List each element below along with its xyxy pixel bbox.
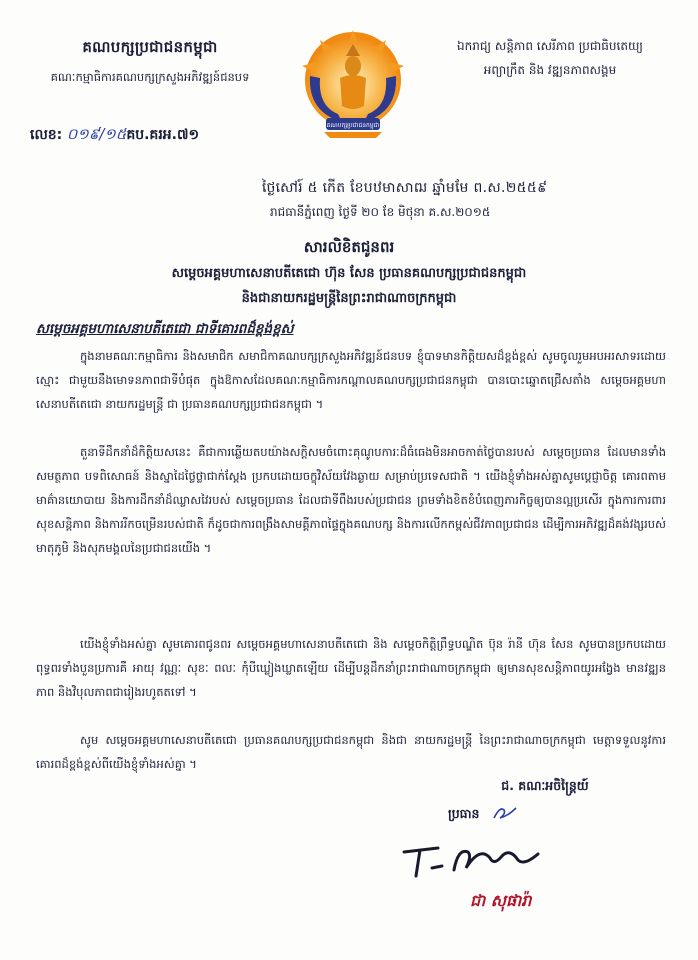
body-paragraph-3: យើងខ្ញុំទាំងអស់គ្នា សូមគោរពជូនពរ សម្ដេចអគ្គមហាសេនាបតីតេជោ និង សម្ដេចកិត្តិព្រឹទ្ធបណ្ឌិត ប៊ុន រ៉ានី ហ៊ុន សែន សូមបានប្រកបដោយពុទ្ធពរទាំងបួនប្រការគឺ អាយុ វណ្ណៈ សុខៈ ពលៈ កុំបីឃ្លៀងឃ្លាតឡើយ ដើម្បីបន្តដឹកនាំព្រះរាជាណាចក្រកម្ពុជា ឲ្យមានសុខសន្តិភាពយូរអង្វែង មានវឌ្ឍនភាព និងវិបុលភាពជារៀងរហូតតទៅ ។ [36,637,666,699]
handwritten-signature-icon [398,838,548,884]
recipient-line-1: សម្ដេចអគ្គមហាសេនាបតីតេជោ ហ៊ុន សែន ប្រធានគណបក្សប្រជាជនកម្ពុជា [171,266,527,281]
reference-label: លេខ: [30,127,63,143]
party-name: គណបក្សប្រជាជនកម្ពុជា [82,38,218,56]
body-paragraph-4: សូម សម្ដេចអគ្គមហាសេនាបតីតេជោ ប្រធានគណបក្សប្រជាជនកម្ពុជា និងជា នាយករដ្ឋមន្ត្រី នៃព្រះរាជាណាចក្រកម្ពុជា មេត្តាទទួលនូវការគោរពដ៏ខ្ពង់ខ្ពស់ពីយើងខ្ញុំទាំងអស់គ្នា ។ [36,733,666,771]
national-motto: ឯករាជ្យ សន្តិភាព សេរីភាព ប្រជាធិបតេយ្យ [457,39,643,53]
recipient-line-2: និងជានាយករដ្ឋមន្ត្រីនៃព្រះរាជាណាចក្រកម្ពុជា [241,291,457,306]
national-motto-2: អព្យាក្រឹត និង វឌ្ឍនភាពសង្គម [483,63,617,77]
body-paragraph-2: តួនាទីដឹកនាំដ៏កិត្តិយសនេះ គឺជាការឆ្លើយតបយ៉ាងសក្តិសមចំពោះគុណូបការៈដ៏ធំធេងមិនអាចកាត់ថ្លៃបានរបស់ សម្ដេចប្រធាន ដែលមានទាំងសមត្ថភាព បទពិសោធន៍ និងស្នាដៃថ្លៃថ្លាជាក់ស្ដែង ប្រកបដោយចក្ខុវិស័យវែងឆ្ងាយ សម្រាប់ប្រទេសជាតិ ។ យើងខ្ញុំទាំងអស់គ្នាសូមប្ដេជ្ញាចិត្ត គោរពតាមមាគ៌ានយោបាយ និងការដឹកនាំដ៏ឈ្លាសវៃរបស់ សម្ដេចប្រធាន ដែលជាទីពឹងរបស់ប្រជាជន ព្រមទាំងខិតខំបំពេញភារកិច្ចឲ្យបានល្អប្រសើរ ក្នុងការការពារសុខសន្តិភាព និងការរីកចម្រើនរបស់ជាតិ ក៏ដូចជាការពង្រឹងសាមគ្គីភាពផ្ទៃក្នុងគណបក្ស និងការលើកកម្ពស់ជីវភាពប្រជាជន ដើម្បីការអភិវឌ្ឍដ៏គង់វង្សរបស់មាតុភូមិ និងសុភមង្គលនៃប្រជាជនយើង ។ [36,445,666,555]
solar-date: រាជធានីភ្នំពេញ ថ្ងៃទី ២០ ខែ មិថុនា គ.ស.២០១៥ [270,205,491,219]
lunar-date: ថ្ងៃសៅរ៍ ៥ កើត ខែបឋមាសាឍ ឆ្នាំមមែ ព.ស.២៥៥៩ [262,180,548,196]
body-paragraph-1: ក្នុងនាមគណៈកម្មាធិការ និងសមាជិក សមាជិកាគណបក្សក្រសួងអភិវឌ្ឍន៍ជនបទ ខ្ញុំបាទមានកិត្តិយសដ៏ខ្ពង់ខ្ពស់ សូមចូលរួមអបអរសាទរដោយស្មោះ ជាមួយនឹងមោទនភាពជាទីបំផុត ក្នុងឱកាសដែលគណៈកម្មាធិការកណ្ដាលគណបក្សប្រជាជនកម្ពុជា បានបោះឆ្នោតជ្រើសតាំង សម្ដេចអគ្គមហាសេនាបតីតេជោ នាយករដ្ឋមន្ត្រី ជា ប្រធានគណបក្សប្រជាជនកម្ពុជា ។ [36,349,666,411]
salutation: សម្ដេចអគ្គមហាសេនាបតីតេជោ ជាទីគោរពដ៏ខ្ពង់ខ្ពស់ [36,321,294,337]
reference-number [30,125,199,147]
party-logo-icon [290,26,416,144]
header-left [20,38,280,87]
document-title: សារលិខិតជូនពរ [303,238,395,256]
logo-base [324,132,382,138]
on-behalf-line: ជ. គណៈអចិន្ត្រៃយ៍ [501,778,589,793]
initial-mark-icon [490,800,520,824]
logo-figure-body [340,75,366,109]
reference-suffix: គប.គរអ.៧១ [126,127,200,143]
logo-banner-text: គណបក្សប្រជាជនកម្ពុជា [326,122,380,129]
reference-handwritten: ០១៩/១៥ [66,125,127,143]
committee-name: គណៈកម្មាធិការគណបក្សក្រសួងអភិវឌ្ឍន៍ជនបទ [50,70,250,84]
signer-role: ប្រធាន [448,806,480,821]
logo-figure-head [345,56,361,76]
signer-name: ជា សុផារ៉ា [470,891,532,910]
header-right [420,38,680,80]
